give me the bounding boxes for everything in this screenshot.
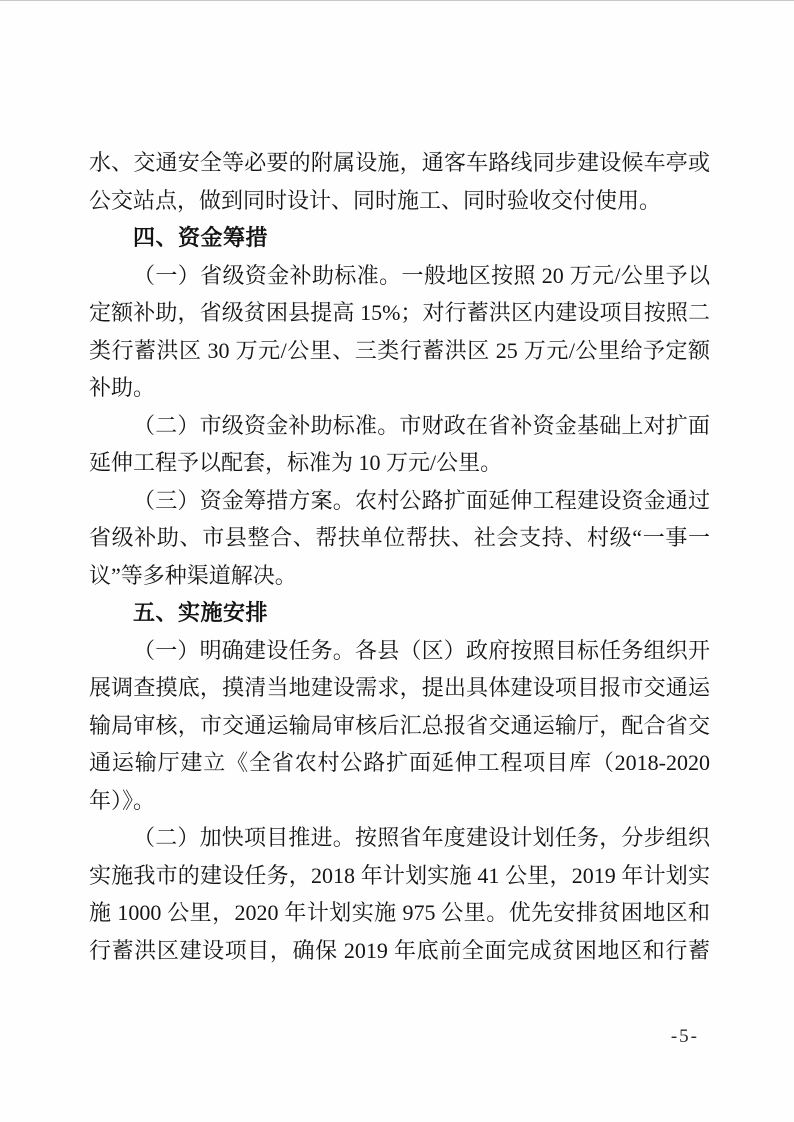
text-line: 输局审核，市交通运输局审核后汇总报省交通运输厅，配合省交 [89, 712, 710, 738]
text-line: 议”等多种渠道解决。 [89, 562, 297, 588]
page-number: -5- [670, 1026, 699, 1047]
text-line: 延伸工程予以配套，标准为 10 万元/公里。 [89, 450, 503, 475]
text-line: （一）省级资金补助标准。一般地区按照 20 万元/公里予以 [133, 262, 710, 288]
text-line: 通运输厅建立《全省农村公路扩面延伸工程项目库（2018-2020 [89, 750, 710, 775]
text-line: 水、交通安全等必要的附属设施，通客车路线同步建设候车亭或 [89, 150, 710, 175]
text-line: 年）》。 [89, 787, 156, 813]
text-line: 行蓄洪区建设项目，确保 2019 年底前全面完成贫困地区和行蓄 [89, 937, 710, 963]
text-line: （一）明确建设任务。各县（区）政府按照目标任务组织开 [133, 637, 710, 663]
text-line: 施 1000 公里，2020 年计划实施 975 公里。优先安排贫困地区和 [89, 900, 710, 925]
text-line: 公交站点，做到同时设计、同时施工、同时验收交付使用。 [89, 187, 662, 213]
text-line: （三）资金筹措方案。农村公路扩面延伸工程建设资金通过 [133, 487, 710, 513]
section-heading-funding: 四、资金筹措 [133, 225, 269, 250]
text-line: 类行蓄洪区 30 万元/公里、三类行蓄洪区 25 万元/公里给予定额 [89, 337, 710, 363]
text-line: 实施我市的建设任务，2018 年计划实施 41 公里，2019 年计划实 [89, 862, 710, 888]
section-heading-implementation: 五、实施安排 [133, 600, 269, 625]
text-line: 省级补助、市县整合、帮扶单位帮扶、社会支持、村级“一事一 [89, 525, 710, 550]
text-line: （二）加快项目推进。按照省年度建设计划任务，分步组织 [133, 825, 710, 850]
text-line: 展调查摸底，摸清当地建设需求，提出具体建设项目报市交通运 [89, 675, 710, 700]
text-line: （二）市级资金补助标准。市财政在省补资金基础上对扩面 [133, 412, 710, 438]
text-line: 补助。 [89, 375, 156, 400]
text-line: 定额补助，省级贫困县提高 15%；对行蓄洪区内建设项目按照二 [89, 300, 711, 325]
document-body [89, 144, 710, 969]
